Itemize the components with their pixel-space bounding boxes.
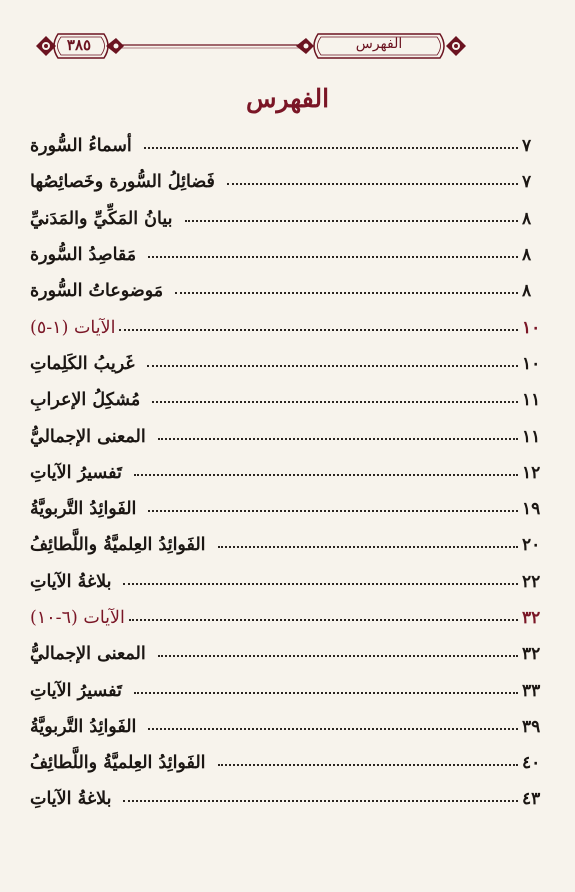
dot-leader xyxy=(185,220,519,222)
dot-leader xyxy=(148,256,518,258)
dot-leader xyxy=(144,147,518,149)
dot-leader xyxy=(175,292,518,294)
toc-entry xyxy=(26,745,548,781)
toc-entry-title: أسماءُ السُّورة xyxy=(30,136,132,157)
dot-leader xyxy=(129,619,518,621)
toc-entry-title: الآيات (٦-١٠) xyxy=(30,608,125,628)
toc-entry-title: فَضائِلُ السُّورة وخَصائِصُها xyxy=(30,172,215,193)
dot-leader xyxy=(148,510,518,512)
toc-entry xyxy=(26,273,548,309)
running-header-title: الفهرس xyxy=(355,36,403,52)
dot-leader xyxy=(147,365,518,367)
toc-entry xyxy=(26,636,548,672)
toc-entry-title: مَوضوعاتُ السُّورة xyxy=(30,281,164,302)
dot-leader xyxy=(119,329,518,331)
dot-leader xyxy=(158,655,518,657)
toc-entry xyxy=(26,418,548,454)
toc-entry xyxy=(26,709,548,745)
toc-entry xyxy=(26,781,548,817)
toc-entry-page: ٧ xyxy=(522,172,532,193)
dot-leader xyxy=(218,546,518,548)
toc-entry-page: ٣٣ xyxy=(522,680,541,701)
toc-entry-title: الفَوائِدُ العِلميَّةُ واللَّطائِفُ xyxy=(30,753,206,774)
toc-entry-page: ١١ xyxy=(522,390,541,411)
toc-entry-page: ٣٩ xyxy=(522,716,541,737)
dot-leader xyxy=(134,692,518,694)
dot-leader xyxy=(158,438,518,440)
toc-entry-title: المعنى الإجماليُّ xyxy=(30,644,146,665)
dot-leader xyxy=(227,183,518,185)
toc-entry-title: مُشكِلُ الإعرابِ xyxy=(30,390,141,411)
toc-entry-page: ١٢ xyxy=(522,462,541,483)
toc-entry-title: بيانُ المَكِّيِّ والمَدَنيِّ xyxy=(30,208,173,229)
toc-entry-page: ٣٢ xyxy=(522,608,541,628)
toc-entry-title: تَفسيرُ الآياتِ xyxy=(30,462,122,483)
toc-entry xyxy=(26,527,548,563)
toc-entry xyxy=(26,346,548,382)
toc-entry-page: ٤٠ xyxy=(522,753,541,774)
dot-leader xyxy=(134,474,518,476)
dot-leader xyxy=(123,583,518,585)
toc-entry-title: تَفسيرُ الآياتِ xyxy=(30,680,122,701)
toc-entry-title: الفَوائِدُ التَّربويَّةُ xyxy=(30,716,137,737)
toc-entry-page: ١٩ xyxy=(522,499,541,520)
toc-entry xyxy=(26,672,548,708)
toc-entry-page: ٤٣ xyxy=(522,789,541,810)
table-of-contents xyxy=(26,128,548,818)
toc-entry-page: ١٠ xyxy=(522,317,541,338)
toc-entry xyxy=(26,382,548,418)
toc-entry-title: مَقاصِدُ السُّورة xyxy=(30,245,137,266)
toc-entry-title: بلاغةُ الآياتِ xyxy=(30,571,112,592)
dot-leader xyxy=(148,728,518,730)
page-header xyxy=(0,0,575,80)
toc-entry-page: ٧ xyxy=(522,136,532,157)
dot-leader xyxy=(152,401,518,403)
page-number: ٣٨٥ xyxy=(66,36,92,54)
toc-entry xyxy=(26,564,548,600)
toc-entry xyxy=(26,164,548,200)
toc-entry xyxy=(26,128,548,164)
dot-leader xyxy=(218,764,518,766)
toc-entry-page: ١١ xyxy=(522,426,541,447)
toc-entry-title: غَريبُ الكَلِماتِ xyxy=(30,353,135,374)
toc-entry-title: المعنى الإجماليُّ xyxy=(30,426,146,447)
toc-entry-title: الآيات (١-٥) xyxy=(30,317,116,338)
toc-entry-page: ٨ xyxy=(522,281,532,302)
toc-entry-title: الفَوائِدُ التَّربويَّةُ xyxy=(30,499,137,520)
toc-entry-page: ٨ xyxy=(522,208,532,229)
toc-entry-title: بلاغةُ الآياتِ xyxy=(30,789,112,810)
toc-entry-page: ١٠ xyxy=(522,353,541,374)
dot-leader xyxy=(123,800,518,802)
toc-entry xyxy=(26,309,548,345)
toc-entry xyxy=(26,237,548,273)
toc-entry xyxy=(26,455,548,491)
toc-entry-title: الفَوائِدُ العِلميَّةُ واللَّطائِفُ xyxy=(30,535,206,556)
page-title: الفهرس xyxy=(245,84,330,113)
toc-entry xyxy=(26,600,548,636)
toc-entry-page: ٢٠ xyxy=(522,535,541,556)
toc-entry xyxy=(26,491,548,527)
toc-entry-page: ٢٢ xyxy=(522,571,541,592)
toc-entry-page: ٣٢ xyxy=(522,644,541,665)
toc-entry-page: ٨ xyxy=(522,245,532,266)
toc-entry xyxy=(26,201,548,237)
